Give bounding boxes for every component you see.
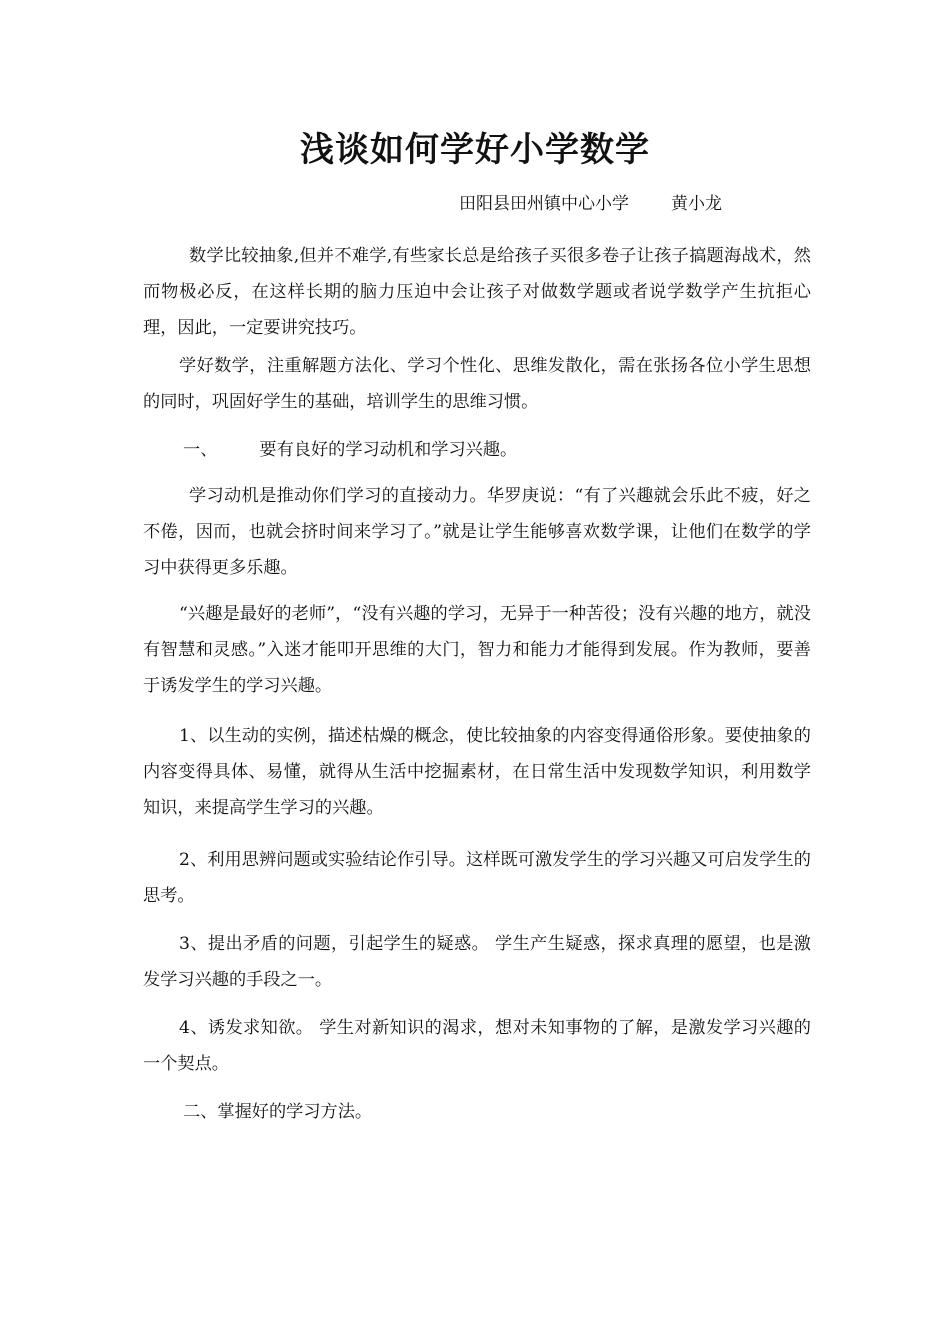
document-title: 浅谈如何学好小学数学 — [300, 130, 650, 170]
list-item-4: 4、诱发求知欲。 学生对新知识的渴求，想对未知事物的了解，是激发学习兴趣的一个契点。 — [143, 1018, 811, 1074]
list-item-2: 2、利用思辨问题或实验结论作引导。这样既可激发学生的学习兴趣又可启发学生的思考。 — [143, 850, 811, 906]
list-item-3: 3、提出矛盾的问题，引起学生的疑惑。 学生产生疑惑，探求真理的愿望，也是激发学习兴趣的手段之一。 — [143, 934, 811, 990]
section-heading-1-text: 要有良好的学习动机和学习兴趣。 — [259, 440, 518, 460]
section-heading-2: 二、掌握好的学习方法。 — [183, 1102, 373, 1122]
list-item-1: 1、以生动的实例，描述枯燥的概念，使比较抽象的内容变得通俗形象。要使抽象的内容变得具体、易懂，就得从生活中挖掘素材，在日常生活中发现数学知识，利用数学知识，来提高学生学习的兴趣。 — [143, 726, 811, 818]
author-line — [459, 192, 722, 216]
motivation-paragraph: 学习动机是推动你们学习的直接动力。华罗庚说：“有了兴趣就会乐此不疲，好之不倦，因而，也就会挤时间来学习了。”就是让学生能够喜欢数学课，让他们在数学的学习中获得更多乐趣。 — [143, 486, 811, 578]
section-heading-1-number: 一、 — [183, 440, 218, 460]
section-heading-1 — [183, 432, 803, 468]
summary-paragraph: 学好数学，注重解题方法化、学习个性化、思维发散化，需在张扬各位小学生思想的同时，巩固好学生的基础，培训学生的思维习惯。 — [143, 356, 811, 412]
intro-paragraph: 数学比较抽象,但并不难学,有些家长总是给孩子买很多卷子让孩子搞题海战术，然而物极必反，在这样长期的脑力压迫中会让孩子对做数学题或者说学数学产生抗拒心理，因此，一定要讲究技巧。 — [143, 246, 811, 338]
interest-paragraph: “兴趣是最好的老师”，“没有兴趣的学习，无异于一种苦役；没有兴趣的地方，就没有智慧和灵感。”入迷才能叩开思维的大门，智力和能力才能得到发展。作为教师，要善于诱发学生的学习兴趣。 — [143, 604, 811, 696]
author-school: 田阳县田州镇中心小学 — [459, 194, 629, 214]
author-name: 黄小龙 — [671, 194, 722, 214]
